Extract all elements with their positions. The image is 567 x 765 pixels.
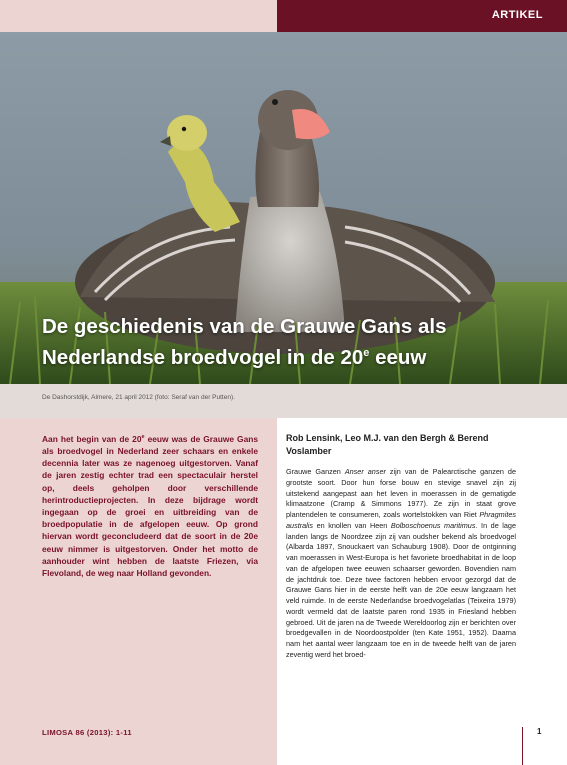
abstract-text <box>42 431 258 579</box>
page-number: 1 <box>537 727 542 736</box>
journal-citation: LIMOSA 86 (2013): 1-11 <box>42 728 132 737</box>
title-line-2-end: eeuw <box>369 345 427 369</box>
body-paragraph: Grauwe Ganzen Anser anser zijn van de Palearctische ganzen de grootste soort. Door hun forse bouw en stevige snavel zijn zij uitstekend aangepast aan het leven in moerassen in de gematigde klimaatzone (Cramp & Simmons 1977). Ze zijn in staat grove plantendelen te consumeren, zoals wortelstokken van Riet Phragmites australis en knollen van Heen Bolboschoenus maritimus. In de lage landen langs de Noordzee zijn zij van oudsher bekend als broedvogel (Albarda 1897, Snouckaert van Schauburg 1908). Door de ontginning van moerassen in West-Europa is het favoriete broedhabitat in de loop van de afgelopen twee eeuwen schaarser geworden. Bovendien nam de jachtdruk toe. Deze twee factoren hebben ervoor gezorgd dat de Grauwe Gans hier in de eerste helft van de 20e eeuw langzaam het veld ruimde. In de eerste Nederlandse broedvogelatlas (Teixeira 1979) wordt vermeld dat de laatste paren rond 1935 in Friesland hebben gebroed. Uit de jaren na de Tweede Wereldoorlog zijn er berichten over broedgevallen in de Noordoostpolder (ten Kate 1951, 1952). Daarna nam het aantal weer langzaam toe en in de tweede helft van de jaren zeventig werd het broed- <box>286 467 516 659</box>
species-name-heen: Bolboschoenus maritimus <box>390 520 476 530</box>
article-body <box>286 467 516 661</box>
abstract-start: Aan het begin van de 20 <box>42 433 142 444</box>
section-label: ARTIKEL <box>491 9 543 21</box>
photo-caption: De Dashorstdijk, Almere, 21 april 2012 (foto: Seraf van der Putten). <box>42 394 235 401</box>
article-title <box>42 313 562 371</box>
species-name-reed: Phragmites australis <box>286 510 516 530</box>
species-name: Anser anser <box>344 467 386 476</box>
title-superscript: e <box>363 347 370 359</box>
header-pink-bar <box>0 0 277 32</box>
title-line-1: De geschiedenis van de Grauwe Gans als <box>42 315 447 338</box>
caption-band <box>0 384 567 418</box>
header-section-bar <box>277 0 567 32</box>
abstract-superscript: e <box>141 434 145 440</box>
authors: Rob Lensink, Leo M.J. van den Bergh & Berend Voslamber <box>286 433 489 456</box>
abstract-body: eeuw was de Grauwe Gans als broedvogel in Nederland zeer schaars en enkele decennia later was ze nagenoeg uitgestorven. Vanaf de jaren zestig echter trad een spectaculair herstel op, deels geholpen door verschillende herintroductieprojecten. In deze bijdrage wordt ingegaan op de groei en uitbreiding van de broedpopulatie in de afgelopen eeuw. Op grond hiervan wordt geconcludeerd dat de soort in de 20e eeuw nimmer is uitgestorven. Onder het motto de aanhouder wint hebben de laatste Friezen, via Flevoland, de weg naar Holland gevonden. <box>42 433 258 579</box>
title-line-2: Nederlandse broedvogel in de 20 <box>42 345 364 369</box>
footer-rule <box>522 727 523 765</box>
